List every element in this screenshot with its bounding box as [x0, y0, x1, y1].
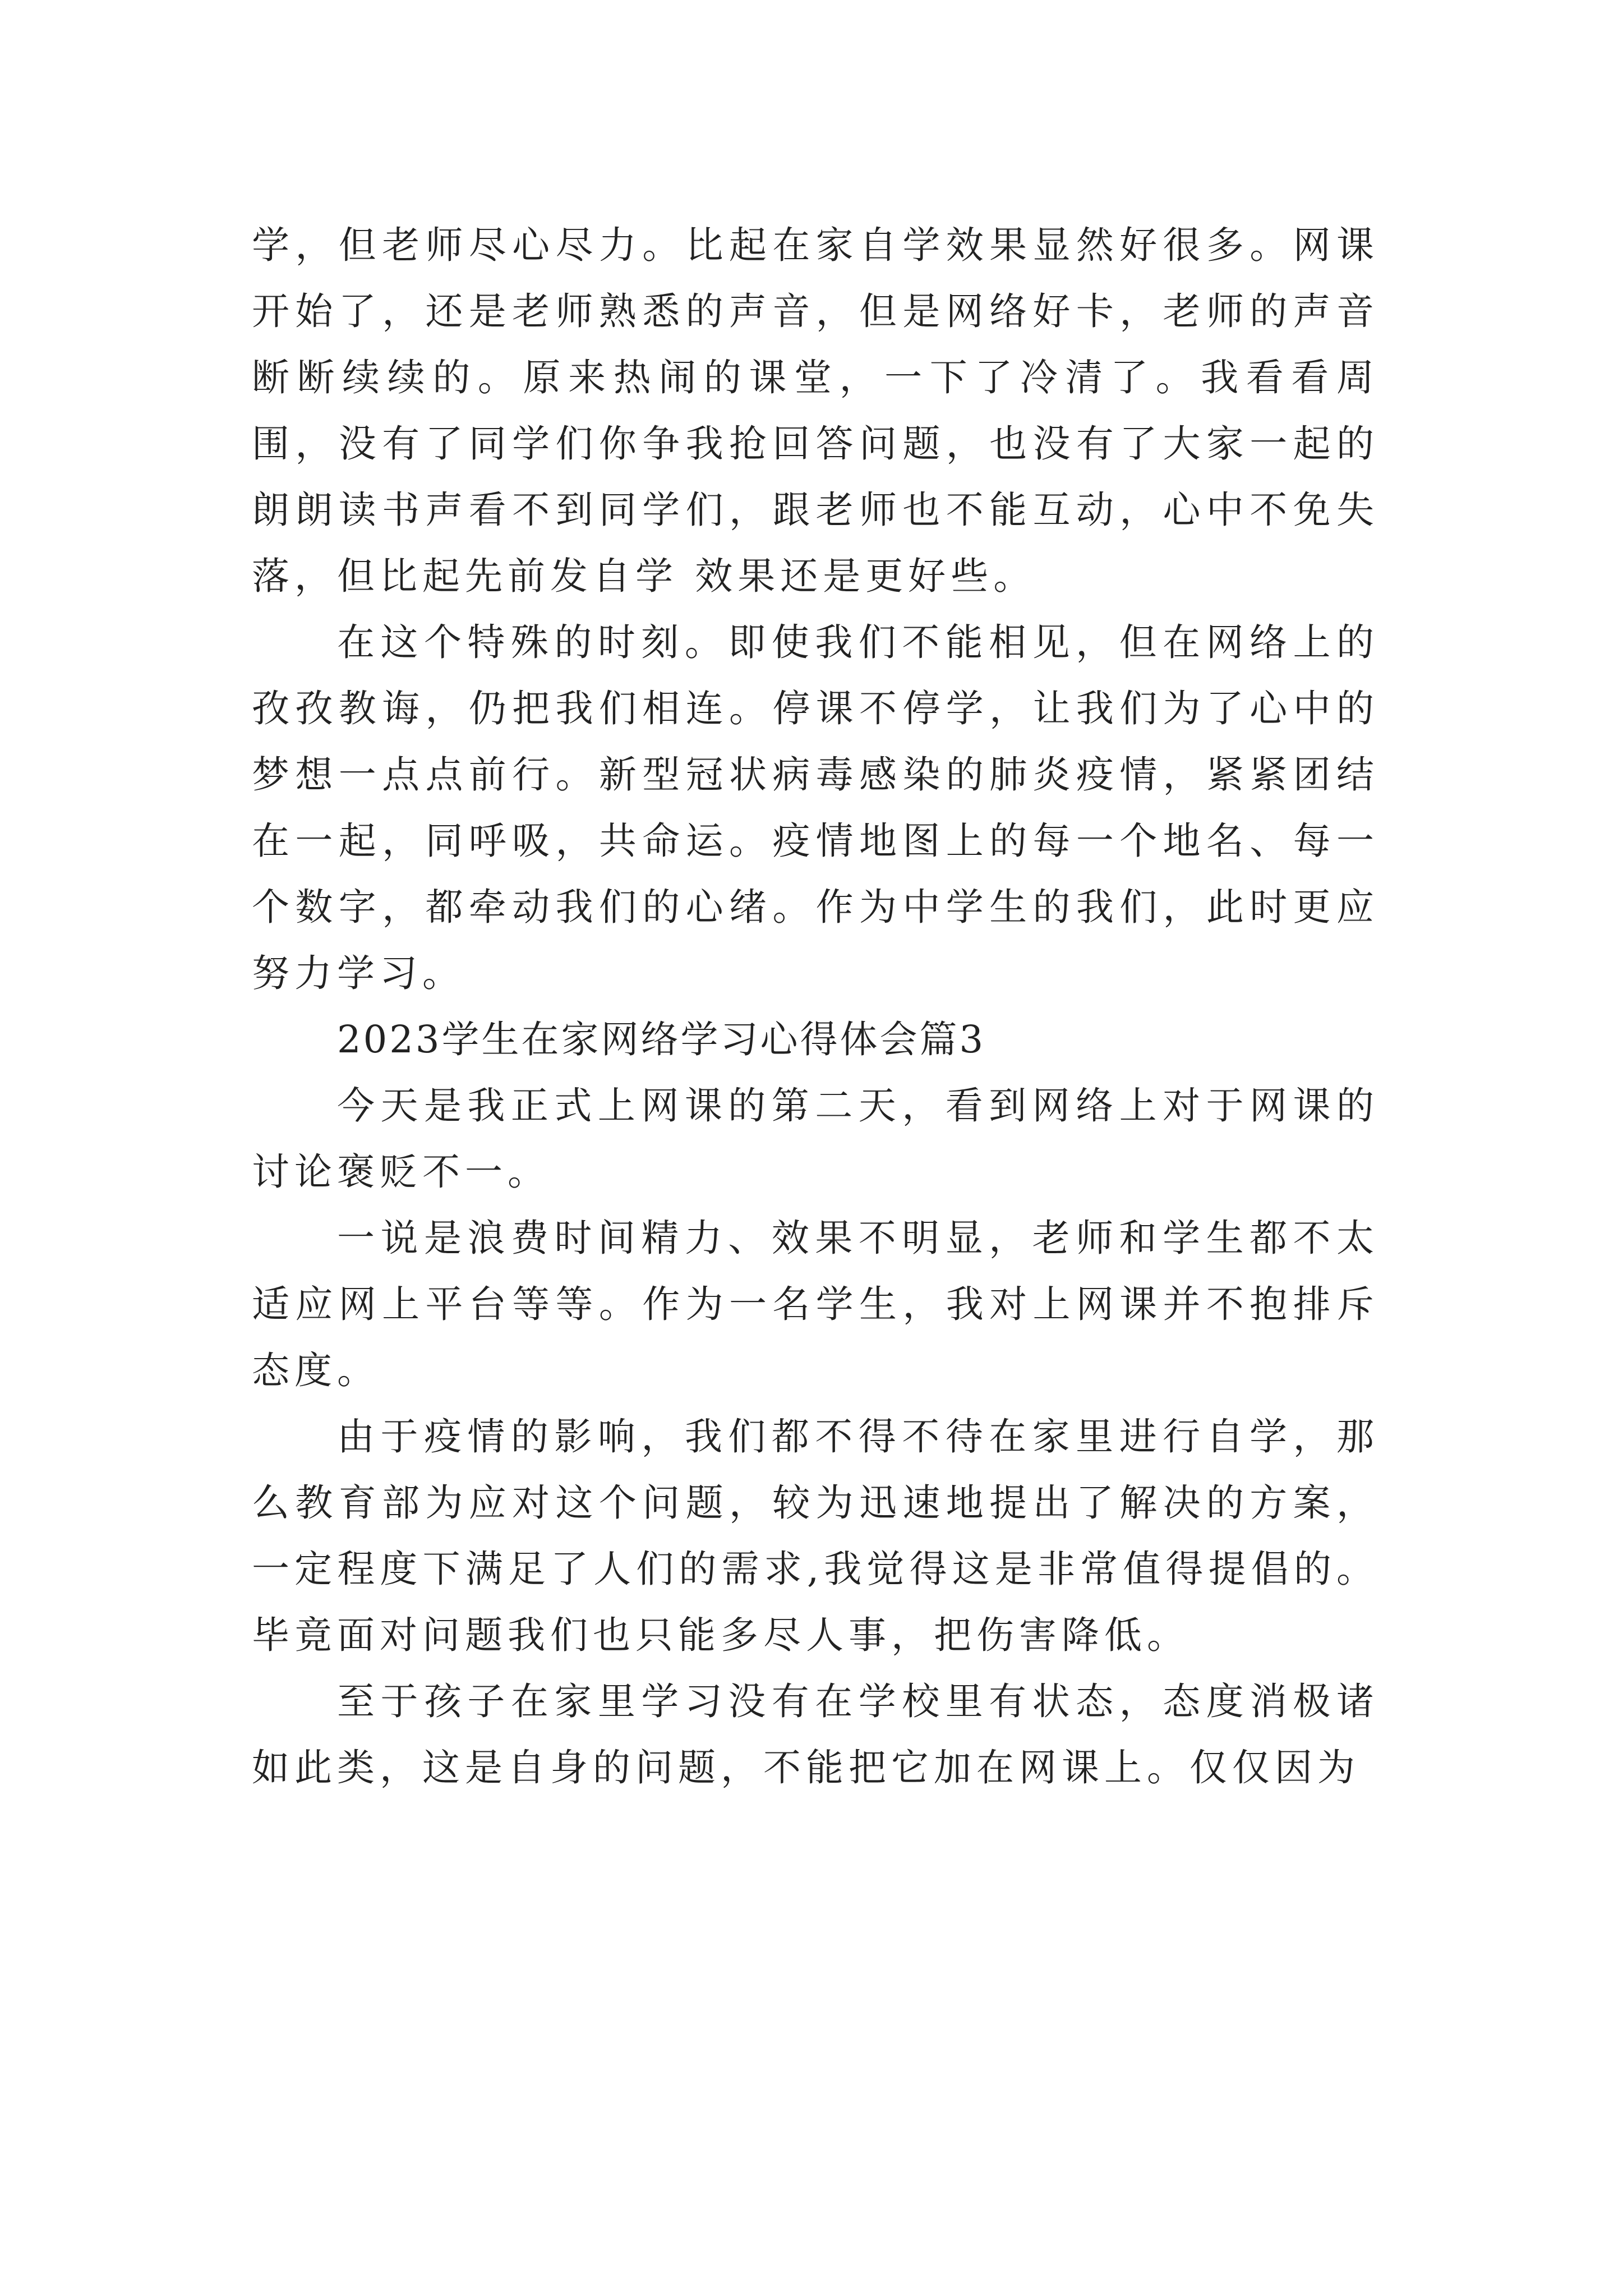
paragraph: 今天是我正式上网课的第二天，看到网络上对于网课的讨论褒贬不一。 — [252, 1084, 1379, 1194]
paragraph: 至于孩子在家里学习没有在学校里有状态，态度消极诸如此类，这是自身的问题，不能把它加在网课上。仅仅因为 — [252, 1680, 1379, 1789]
document-body — [252, 212, 1379, 1801]
paragraph: 由于疫情的影响，我们都不得不待在家里进行自学，那么教育部为应对这个问题，较为迅速地提出了解决的方案，一定程度下满足了人们的需求,我觉得这是非常值得提倡的。毕竟面对问题我们也只能多尽人事，把伤害降低。 — [252, 1415, 1379, 1657]
paragraph: 在这个特殊的时刻。即使我们不能相见，但在网络上的孜孜教诲，仍把我们相连。停课不停学，让我们为了心中的梦想一点点前行。新型冠状病毒感染的肺炎疫情，紧紧团结在一起，同呼吸，共命运。疫情地图上的每一个地名、每一个数字，都牵动我们的心绪。作为中学生的我们，此时更应努力学习。 — [252, 620, 1379, 995]
paragraph: 一说是浪费时间精力、效果不明显，老师和学生都不太适应网上平台等等。作为一名学生，我对上网课并不抱排斥态度。 — [252, 1216, 1379, 1392]
paragraph: 学，但老师尽心尽力。比起在家自学效果显然好很多。网课开始了，还是老师熟悉的声音，但是网络好卡，老师的声音断断续续的。原来热闹的课堂，一下了冷清了。我看看周围，没有了同学们你争我抢回答问题，也没有了大家一起的朗朗读书声看不到同学们，跟老师也不能互动，心中不免失落，但比起先前发自学 效果还是更好些。 — [252, 223, 1379, 598]
section-heading: 2023学生在家网络学习心得体会篇3 — [337, 1018, 986, 1061]
